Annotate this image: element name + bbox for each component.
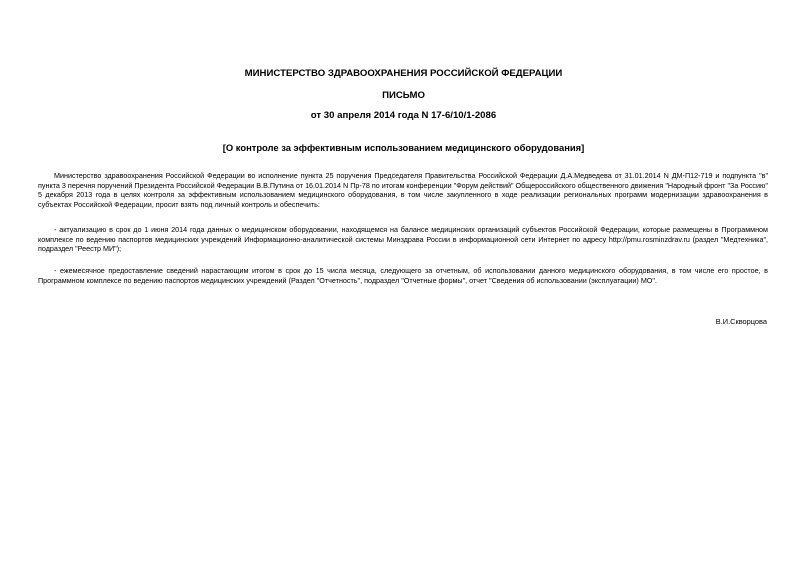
subject-heading: [О контроле за эффективным использованием медицинского оборудования] xyxy=(222,142,585,153)
signature: В.И.Скворцова xyxy=(715,317,767,326)
document-type-heading: ПИСЬМО xyxy=(382,90,425,101)
body-paragraph-item-2: - ежемесячное предоставление сведений нарастающим итогом в срок до 15 числа месяца, следующего за отчетным, об использовании данного медицинского оборудования, в том числе его простое, в Программном комплексе по ведению паспортов медицинских учреждений (Раздел "Отчетность", подраздел "Отчетные формы", отчет "Сведения об использовании (эксплуатации) МО". xyxy=(38,266,768,285)
body-paragraph-intro: Министерство здравоохранения Российской Федерации во исполнение пункта 25 поручения Председателя Правительства Российской Федерации Д.А.Медведева от 31.01.2014 N ДМ-П12-719 и подпункта "в" пункта 3 перечня поручений Президента Российской Федерации В.В.Путина от 16.01.2014 N Пр-78 по итогам конференции "Форум действий" Общероссийского общественного движения "Народный фронт "За Россию" 5 декабря 2013 года в целях контроля за эффективным использованием медицинского оборудования, в том числе закупленного в ходе реализации региональных программ модернизации здравоохранения в субъектах Российской Федерации, просит взять под личный контроль и обеспечить: xyxy=(38,171,768,209)
body-paragraph-item-1: - актуализацию в срок до 1 июня 2014 года данных о медицинском оборудовании, находящемся на балансе медицинских организаций субъектов Российской Федерации, которые размещены в Программном комплексе по ведению паспортов медицинских учреждений Информационно-аналитической системы Минздрава России в информационной сети Интернет по адресу http://pmu.rosminzdrav.ru (раздел "Медтехника", подраздел "Реестр МИ"); xyxy=(38,225,768,254)
issuer-heading: МИНИСТЕРСТВО ЗДРАВООХРАНЕНИЯ РОССИЙСКОЙ ФЕДЕРАЦИИ xyxy=(244,68,563,79)
date-number-heading: от 30 апреля 2014 года N 17-6/10/1-2086 xyxy=(310,110,497,121)
